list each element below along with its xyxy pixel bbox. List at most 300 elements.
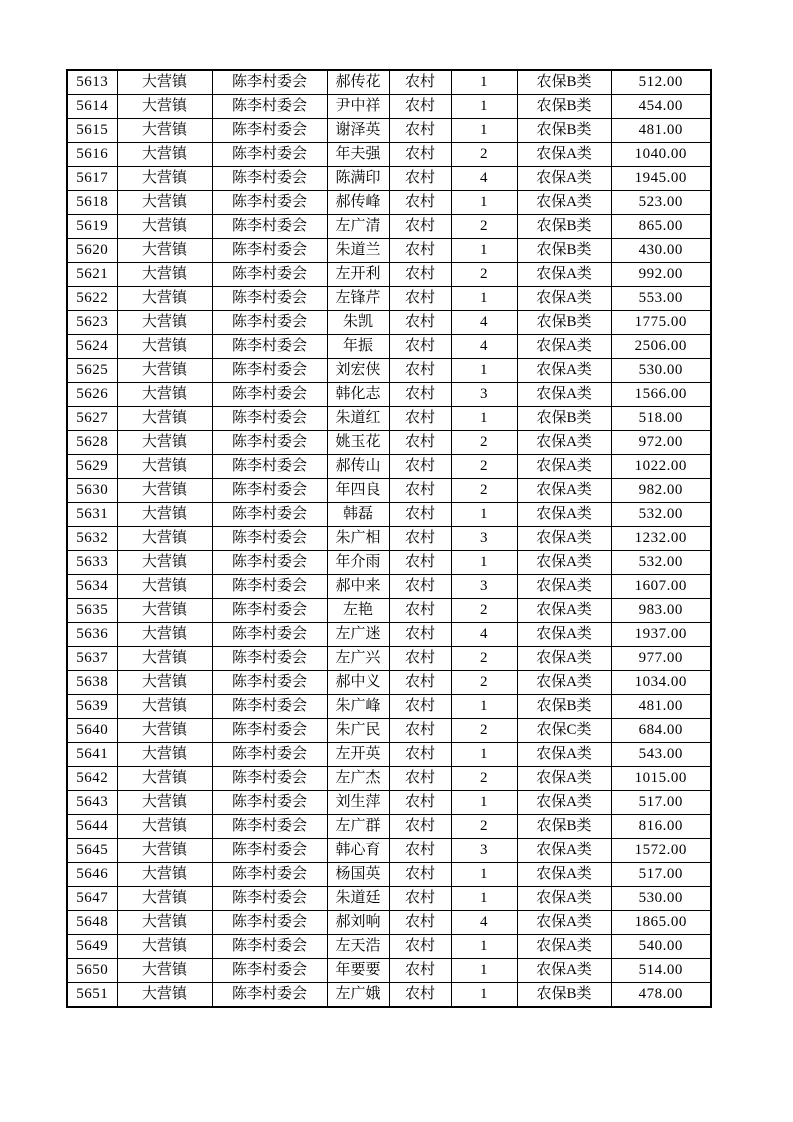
cell-insurance_category: 农保A类 [517, 743, 611, 767]
cell-town: 大营镇 [117, 95, 212, 119]
cell-insurance_category: 农保B类 [517, 95, 611, 119]
cell-name: 年夫强 [327, 143, 389, 167]
table-row [67, 551, 711, 575]
cell-person_count: 1 [451, 119, 517, 143]
cell-village: 陈李村委会 [212, 599, 327, 623]
cell-town: 大营镇 [117, 575, 212, 599]
cell-person_count: 1 [451, 959, 517, 983]
table-row [67, 70, 711, 95]
cell-insurance_category: 农保B类 [517, 215, 611, 239]
table-row [67, 527, 711, 551]
cell-name: 刘宏侠 [327, 359, 389, 383]
cell-serial: 5648 [67, 911, 117, 935]
cell-residence_type: 农村 [389, 359, 451, 383]
cell-village: 陈李村委会 [212, 863, 327, 887]
cell-village: 陈李村委会 [212, 671, 327, 695]
cell-amount: 1034.00 [611, 671, 711, 695]
cell-person_count: 1 [451, 887, 517, 911]
cell-village: 陈李村委会 [212, 143, 327, 167]
cell-village: 陈李村委会 [212, 95, 327, 119]
cell-town: 大营镇 [117, 671, 212, 695]
cell-village: 陈李村委会 [212, 119, 327, 143]
table-row [67, 839, 711, 863]
cell-insurance_category: 农保A类 [517, 839, 611, 863]
cell-town: 大营镇 [117, 767, 212, 791]
cell-village: 陈李村委会 [212, 359, 327, 383]
table-row [67, 791, 711, 815]
cell-name: 朱凯 [327, 311, 389, 335]
table-row [67, 143, 711, 167]
cell-residence_type: 农村 [389, 70, 451, 95]
cell-amount: 1607.00 [611, 575, 711, 599]
cell-name: 左天浩 [327, 935, 389, 959]
cell-town: 大营镇 [117, 143, 212, 167]
cell-person_count: 2 [451, 431, 517, 455]
cell-town: 大营镇 [117, 311, 212, 335]
cell-amount: 481.00 [611, 695, 711, 719]
cell-insurance_category: 农保A类 [517, 647, 611, 671]
cell-town: 大营镇 [117, 287, 212, 311]
cell-town: 大营镇 [117, 647, 212, 671]
cell-town: 大营镇 [117, 815, 212, 839]
cell-insurance_category: 农保A类 [517, 191, 611, 215]
cell-town: 大营镇 [117, 599, 212, 623]
cell-residence_type: 农村 [389, 335, 451, 359]
cell-village: 陈李村委会 [212, 70, 327, 95]
cell-name: 朱广峰 [327, 695, 389, 719]
cell-person_count: 3 [451, 575, 517, 599]
cell-village: 陈李村委会 [212, 215, 327, 239]
cell-name: 朱广相 [327, 527, 389, 551]
cell-insurance_category: 农保A类 [517, 431, 611, 455]
cell-insurance_category: 农保A类 [517, 887, 611, 911]
cell-name: 左开英 [327, 743, 389, 767]
cell-town: 大营镇 [117, 503, 212, 527]
cell-serial: 5630 [67, 479, 117, 503]
cell-residence_type: 农村 [389, 119, 451, 143]
cell-village: 陈李村委会 [212, 479, 327, 503]
cell-residence_type: 农村 [389, 911, 451, 935]
table-row [67, 671, 711, 695]
cell-insurance_category: 农保A类 [517, 335, 611, 359]
cell-amount: 684.00 [611, 719, 711, 743]
cell-residence_type: 农村 [389, 431, 451, 455]
cell-name: 韩化志 [327, 383, 389, 407]
cell-village: 陈李村委会 [212, 311, 327, 335]
cell-serial: 5625 [67, 359, 117, 383]
cell-person_count: 4 [451, 167, 517, 191]
cell-serial: 5642 [67, 767, 117, 791]
cell-amount: 532.00 [611, 503, 711, 527]
cell-insurance_category: 农保A类 [517, 383, 611, 407]
cell-residence_type: 农村 [389, 719, 451, 743]
cell-village: 陈李村委会 [212, 551, 327, 575]
cell-insurance_category: 农保B类 [517, 983, 611, 1008]
cell-name: 左锋芹 [327, 287, 389, 311]
cell-village: 陈李村委会 [212, 887, 327, 911]
cell-amount: 530.00 [611, 887, 711, 911]
table-row [67, 575, 711, 599]
cell-insurance_category: 农保A类 [517, 143, 611, 167]
cell-serial: 5624 [67, 335, 117, 359]
cell-town: 大营镇 [117, 959, 212, 983]
cell-amount: 514.00 [611, 959, 711, 983]
cell-amount: 478.00 [611, 983, 711, 1008]
cell-person_count: 2 [451, 479, 517, 503]
cell-town: 大营镇 [117, 719, 212, 743]
cell-name: 年介雨 [327, 551, 389, 575]
cell-serial: 5623 [67, 311, 117, 335]
cell-amount: 543.00 [611, 743, 711, 767]
cell-person_count: 1 [451, 791, 517, 815]
cell-amount: 983.00 [611, 599, 711, 623]
cell-serial: 5627 [67, 407, 117, 431]
cell-insurance_category: 农保B类 [517, 695, 611, 719]
cell-serial: 5634 [67, 575, 117, 599]
cell-serial: 5637 [67, 647, 117, 671]
cell-residence_type: 农村 [389, 263, 451, 287]
cell-amount: 865.00 [611, 215, 711, 239]
cell-person_count: 2 [451, 767, 517, 791]
cell-insurance_category: 农保A类 [517, 359, 611, 383]
cell-town: 大营镇 [117, 479, 212, 503]
cell-name: 左广清 [327, 215, 389, 239]
cell-residence_type: 农村 [389, 767, 451, 791]
cell-insurance_category: 农保A类 [517, 671, 611, 695]
cell-serial: 5640 [67, 719, 117, 743]
cell-person_count: 3 [451, 839, 517, 863]
cell-residence_type: 农村 [389, 623, 451, 647]
cell-serial: 5631 [67, 503, 117, 527]
cell-insurance_category: 农保A类 [517, 863, 611, 887]
table-row [67, 887, 711, 911]
table-row [67, 479, 711, 503]
cell-town: 大营镇 [117, 623, 212, 647]
table-body [67, 70, 711, 1007]
table-row [67, 407, 711, 431]
cell-residence_type: 农村 [389, 143, 451, 167]
cell-serial: 5638 [67, 671, 117, 695]
cell-town: 大营镇 [117, 191, 212, 215]
cell-town: 大营镇 [117, 695, 212, 719]
table-row [67, 935, 711, 959]
cell-town: 大营镇 [117, 935, 212, 959]
cell-village: 陈李村委会 [212, 167, 327, 191]
cell-town: 大营镇 [117, 119, 212, 143]
cell-village: 陈李村委会 [212, 503, 327, 527]
cell-person_count: 3 [451, 383, 517, 407]
cell-town: 大营镇 [117, 863, 212, 887]
cell-person_count: 1 [451, 287, 517, 311]
cell-town: 大营镇 [117, 70, 212, 95]
cell-insurance_category: 农保C类 [517, 719, 611, 743]
cell-name: 年四良 [327, 479, 389, 503]
table-row [67, 335, 711, 359]
cell-residence_type: 农村 [389, 575, 451, 599]
cell-serial: 5615 [67, 119, 117, 143]
benefits-table [66, 69, 712, 1008]
cell-insurance_category: 农保B类 [517, 239, 611, 263]
cell-residence_type: 农村 [389, 863, 451, 887]
cell-insurance_category: 农保A类 [517, 263, 611, 287]
table-row [67, 239, 711, 263]
cell-town: 大营镇 [117, 983, 212, 1008]
cell-person_count: 2 [451, 647, 517, 671]
table-row [67, 263, 711, 287]
cell-serial: 5643 [67, 791, 117, 815]
cell-village: 陈李村委会 [212, 767, 327, 791]
cell-person_count: 4 [451, 623, 517, 647]
cell-residence_type: 农村 [389, 839, 451, 863]
cell-insurance_category: 农保A类 [517, 167, 611, 191]
cell-name: 朱道兰 [327, 239, 389, 263]
cell-residence_type: 农村 [389, 455, 451, 479]
cell-person_count: 4 [451, 335, 517, 359]
cell-amount: 992.00 [611, 263, 711, 287]
cell-serial: 5618 [67, 191, 117, 215]
cell-residence_type: 农村 [389, 383, 451, 407]
cell-village: 陈李村委会 [212, 623, 327, 647]
cell-town: 大营镇 [117, 887, 212, 911]
cell-name: 郝刘响 [327, 911, 389, 935]
cell-person_count: 1 [451, 551, 517, 575]
table-row [67, 95, 711, 119]
cell-insurance_category: 农保B类 [517, 70, 611, 95]
cell-person_count: 1 [451, 743, 517, 767]
cell-residence_type: 农村 [389, 671, 451, 695]
cell-village: 陈李村委会 [212, 959, 327, 983]
cell-person_count: 1 [451, 407, 517, 431]
cell-name: 刘生萍 [327, 791, 389, 815]
table-row [67, 695, 711, 719]
cell-person_count: 2 [451, 143, 517, 167]
cell-insurance_category: 农保B类 [517, 407, 611, 431]
cell-person_count: 4 [451, 911, 517, 935]
cell-amount: 972.00 [611, 431, 711, 455]
cell-person_count: 1 [451, 70, 517, 95]
cell-name: 左广群 [327, 815, 389, 839]
cell-serial: 5622 [67, 287, 117, 311]
cell-serial: 5613 [67, 70, 117, 95]
cell-serial: 5644 [67, 815, 117, 839]
cell-residence_type: 农村 [389, 551, 451, 575]
cell-amount: 1566.00 [611, 383, 711, 407]
table-row [67, 815, 711, 839]
cell-amount: 1865.00 [611, 911, 711, 935]
cell-name: 姚玉花 [327, 431, 389, 455]
cell-insurance_category: 农保B类 [517, 815, 611, 839]
cell-residence_type: 农村 [389, 503, 451, 527]
table-row [67, 599, 711, 623]
cell-amount: 2506.00 [611, 335, 711, 359]
cell-name: 左艳 [327, 599, 389, 623]
cell-serial: 5647 [67, 887, 117, 911]
cell-town: 大营镇 [117, 359, 212, 383]
cell-amount: 977.00 [611, 647, 711, 671]
cell-amount: 1015.00 [611, 767, 711, 791]
table-row [67, 119, 711, 143]
cell-amount: 517.00 [611, 863, 711, 887]
cell-person_count: 2 [451, 215, 517, 239]
cell-town: 大营镇 [117, 215, 212, 239]
cell-amount: 540.00 [611, 935, 711, 959]
cell-serial: 5650 [67, 959, 117, 983]
cell-amount: 1775.00 [611, 311, 711, 335]
cell-village: 陈李村委会 [212, 815, 327, 839]
cell-village: 陈李村委会 [212, 575, 327, 599]
cell-insurance_category: 农保B类 [517, 119, 611, 143]
cell-serial: 5614 [67, 95, 117, 119]
cell-village: 陈李村委会 [212, 743, 327, 767]
cell-person_count: 2 [451, 671, 517, 695]
table-row [67, 359, 711, 383]
cell-person_count: 1 [451, 695, 517, 719]
table-row [67, 719, 711, 743]
cell-residence_type: 农村 [389, 407, 451, 431]
cell-serial: 5641 [67, 743, 117, 767]
cell-name: 朱广民 [327, 719, 389, 743]
cell-name: 陈满印 [327, 167, 389, 191]
table-row [67, 383, 711, 407]
cell-amount: 982.00 [611, 479, 711, 503]
cell-residence_type: 农村 [389, 935, 451, 959]
cell-residence_type: 农村 [389, 983, 451, 1008]
cell-village: 陈李村委会 [212, 431, 327, 455]
cell-village: 陈李村委会 [212, 647, 327, 671]
cell-insurance_category: 农保A类 [517, 623, 611, 647]
cell-name: 朱道廷 [327, 887, 389, 911]
table-row [67, 287, 711, 311]
cell-residence_type: 农村 [389, 287, 451, 311]
cell-residence_type: 农村 [389, 191, 451, 215]
cell-amount: 816.00 [611, 815, 711, 839]
cell-name: 韩心育 [327, 839, 389, 863]
cell-village: 陈李村委会 [212, 935, 327, 959]
cell-residence_type: 农村 [389, 599, 451, 623]
cell-residence_type: 农村 [389, 791, 451, 815]
cell-person_count: 3 [451, 527, 517, 551]
cell-amount: 1572.00 [611, 839, 711, 863]
cell-serial: 5633 [67, 551, 117, 575]
cell-name: 左广娥 [327, 983, 389, 1008]
cell-town: 大营镇 [117, 239, 212, 263]
cell-village: 陈李村委会 [212, 911, 327, 935]
table-row [67, 167, 711, 191]
cell-town: 大营镇 [117, 335, 212, 359]
cell-residence_type: 农村 [389, 959, 451, 983]
table-row [67, 743, 711, 767]
table-row [67, 455, 711, 479]
cell-town: 大营镇 [117, 431, 212, 455]
cell-name: 谢泽英 [327, 119, 389, 143]
cell-serial: 5649 [67, 935, 117, 959]
cell-amount: 1232.00 [611, 527, 711, 551]
cell-amount: 517.00 [611, 791, 711, 815]
table-row [67, 911, 711, 935]
cell-serial: 5635 [67, 599, 117, 623]
cell-insurance_category: 农保A类 [517, 503, 611, 527]
cell-village: 陈李村委会 [212, 791, 327, 815]
cell-residence_type: 农村 [389, 239, 451, 263]
cell-village: 陈李村委会 [212, 719, 327, 743]
cell-serial: 5617 [67, 167, 117, 191]
cell-amount: 512.00 [611, 70, 711, 95]
cell-person_count: 1 [451, 95, 517, 119]
cell-town: 大营镇 [117, 455, 212, 479]
cell-serial: 5619 [67, 215, 117, 239]
cell-name: 左广迷 [327, 623, 389, 647]
cell-town: 大营镇 [117, 527, 212, 551]
cell-person_count: 1 [451, 239, 517, 263]
cell-town: 大营镇 [117, 167, 212, 191]
cell-residence_type: 农村 [389, 647, 451, 671]
cell-residence_type: 农村 [389, 527, 451, 551]
cell-name: 杨国英 [327, 863, 389, 887]
cell-name: 左广兴 [327, 647, 389, 671]
cell-name: 年要要 [327, 959, 389, 983]
cell-amount: 553.00 [611, 287, 711, 311]
cell-village: 陈李村委会 [212, 191, 327, 215]
cell-name: 郝传花 [327, 70, 389, 95]
cell-amount: 1945.00 [611, 167, 711, 191]
cell-village: 陈李村委会 [212, 527, 327, 551]
table-row [67, 215, 711, 239]
cell-person_count: 4 [451, 311, 517, 335]
cell-amount: 530.00 [611, 359, 711, 383]
cell-village: 陈李村委会 [212, 983, 327, 1008]
cell-village: 陈李村委会 [212, 335, 327, 359]
cell-residence_type: 农村 [389, 95, 451, 119]
cell-amount: 1022.00 [611, 455, 711, 479]
cell-residence_type: 农村 [389, 215, 451, 239]
cell-amount: 523.00 [611, 191, 711, 215]
cell-person_count: 2 [451, 263, 517, 287]
cell-village: 陈李村委会 [212, 239, 327, 263]
cell-insurance_category: 农保A类 [517, 455, 611, 479]
cell-insurance_category: 农保A类 [517, 791, 611, 815]
cell-residence_type: 农村 [389, 743, 451, 767]
cell-residence_type: 农村 [389, 167, 451, 191]
cell-village: 陈李村委会 [212, 263, 327, 287]
cell-town: 大营镇 [117, 551, 212, 575]
cell-amount: 430.00 [611, 239, 711, 263]
cell-town: 大营镇 [117, 263, 212, 287]
table-row [67, 191, 711, 215]
cell-serial: 5646 [67, 863, 117, 887]
cell-village: 陈李村委会 [212, 407, 327, 431]
cell-amount: 1040.00 [611, 143, 711, 167]
cell-insurance_category: 农保A类 [517, 527, 611, 551]
cell-name: 年振 [327, 335, 389, 359]
cell-residence_type: 农村 [389, 887, 451, 911]
cell-person_count: 2 [451, 719, 517, 743]
cell-insurance_category: 农保A类 [517, 767, 611, 791]
cell-town: 大营镇 [117, 407, 212, 431]
cell-town: 大营镇 [117, 383, 212, 407]
cell-residence_type: 农村 [389, 311, 451, 335]
cell-person_count: 2 [451, 455, 517, 479]
cell-person_count: 1 [451, 983, 517, 1008]
cell-amount: 481.00 [611, 119, 711, 143]
cell-amount: 1937.00 [611, 623, 711, 647]
cell-serial: 5639 [67, 695, 117, 719]
cell-person_count: 1 [451, 503, 517, 527]
cell-name: 韩磊 [327, 503, 389, 527]
cell-serial: 5628 [67, 431, 117, 455]
table-row [67, 311, 711, 335]
cell-name: 左广杰 [327, 767, 389, 791]
cell-residence_type: 农村 [389, 479, 451, 503]
